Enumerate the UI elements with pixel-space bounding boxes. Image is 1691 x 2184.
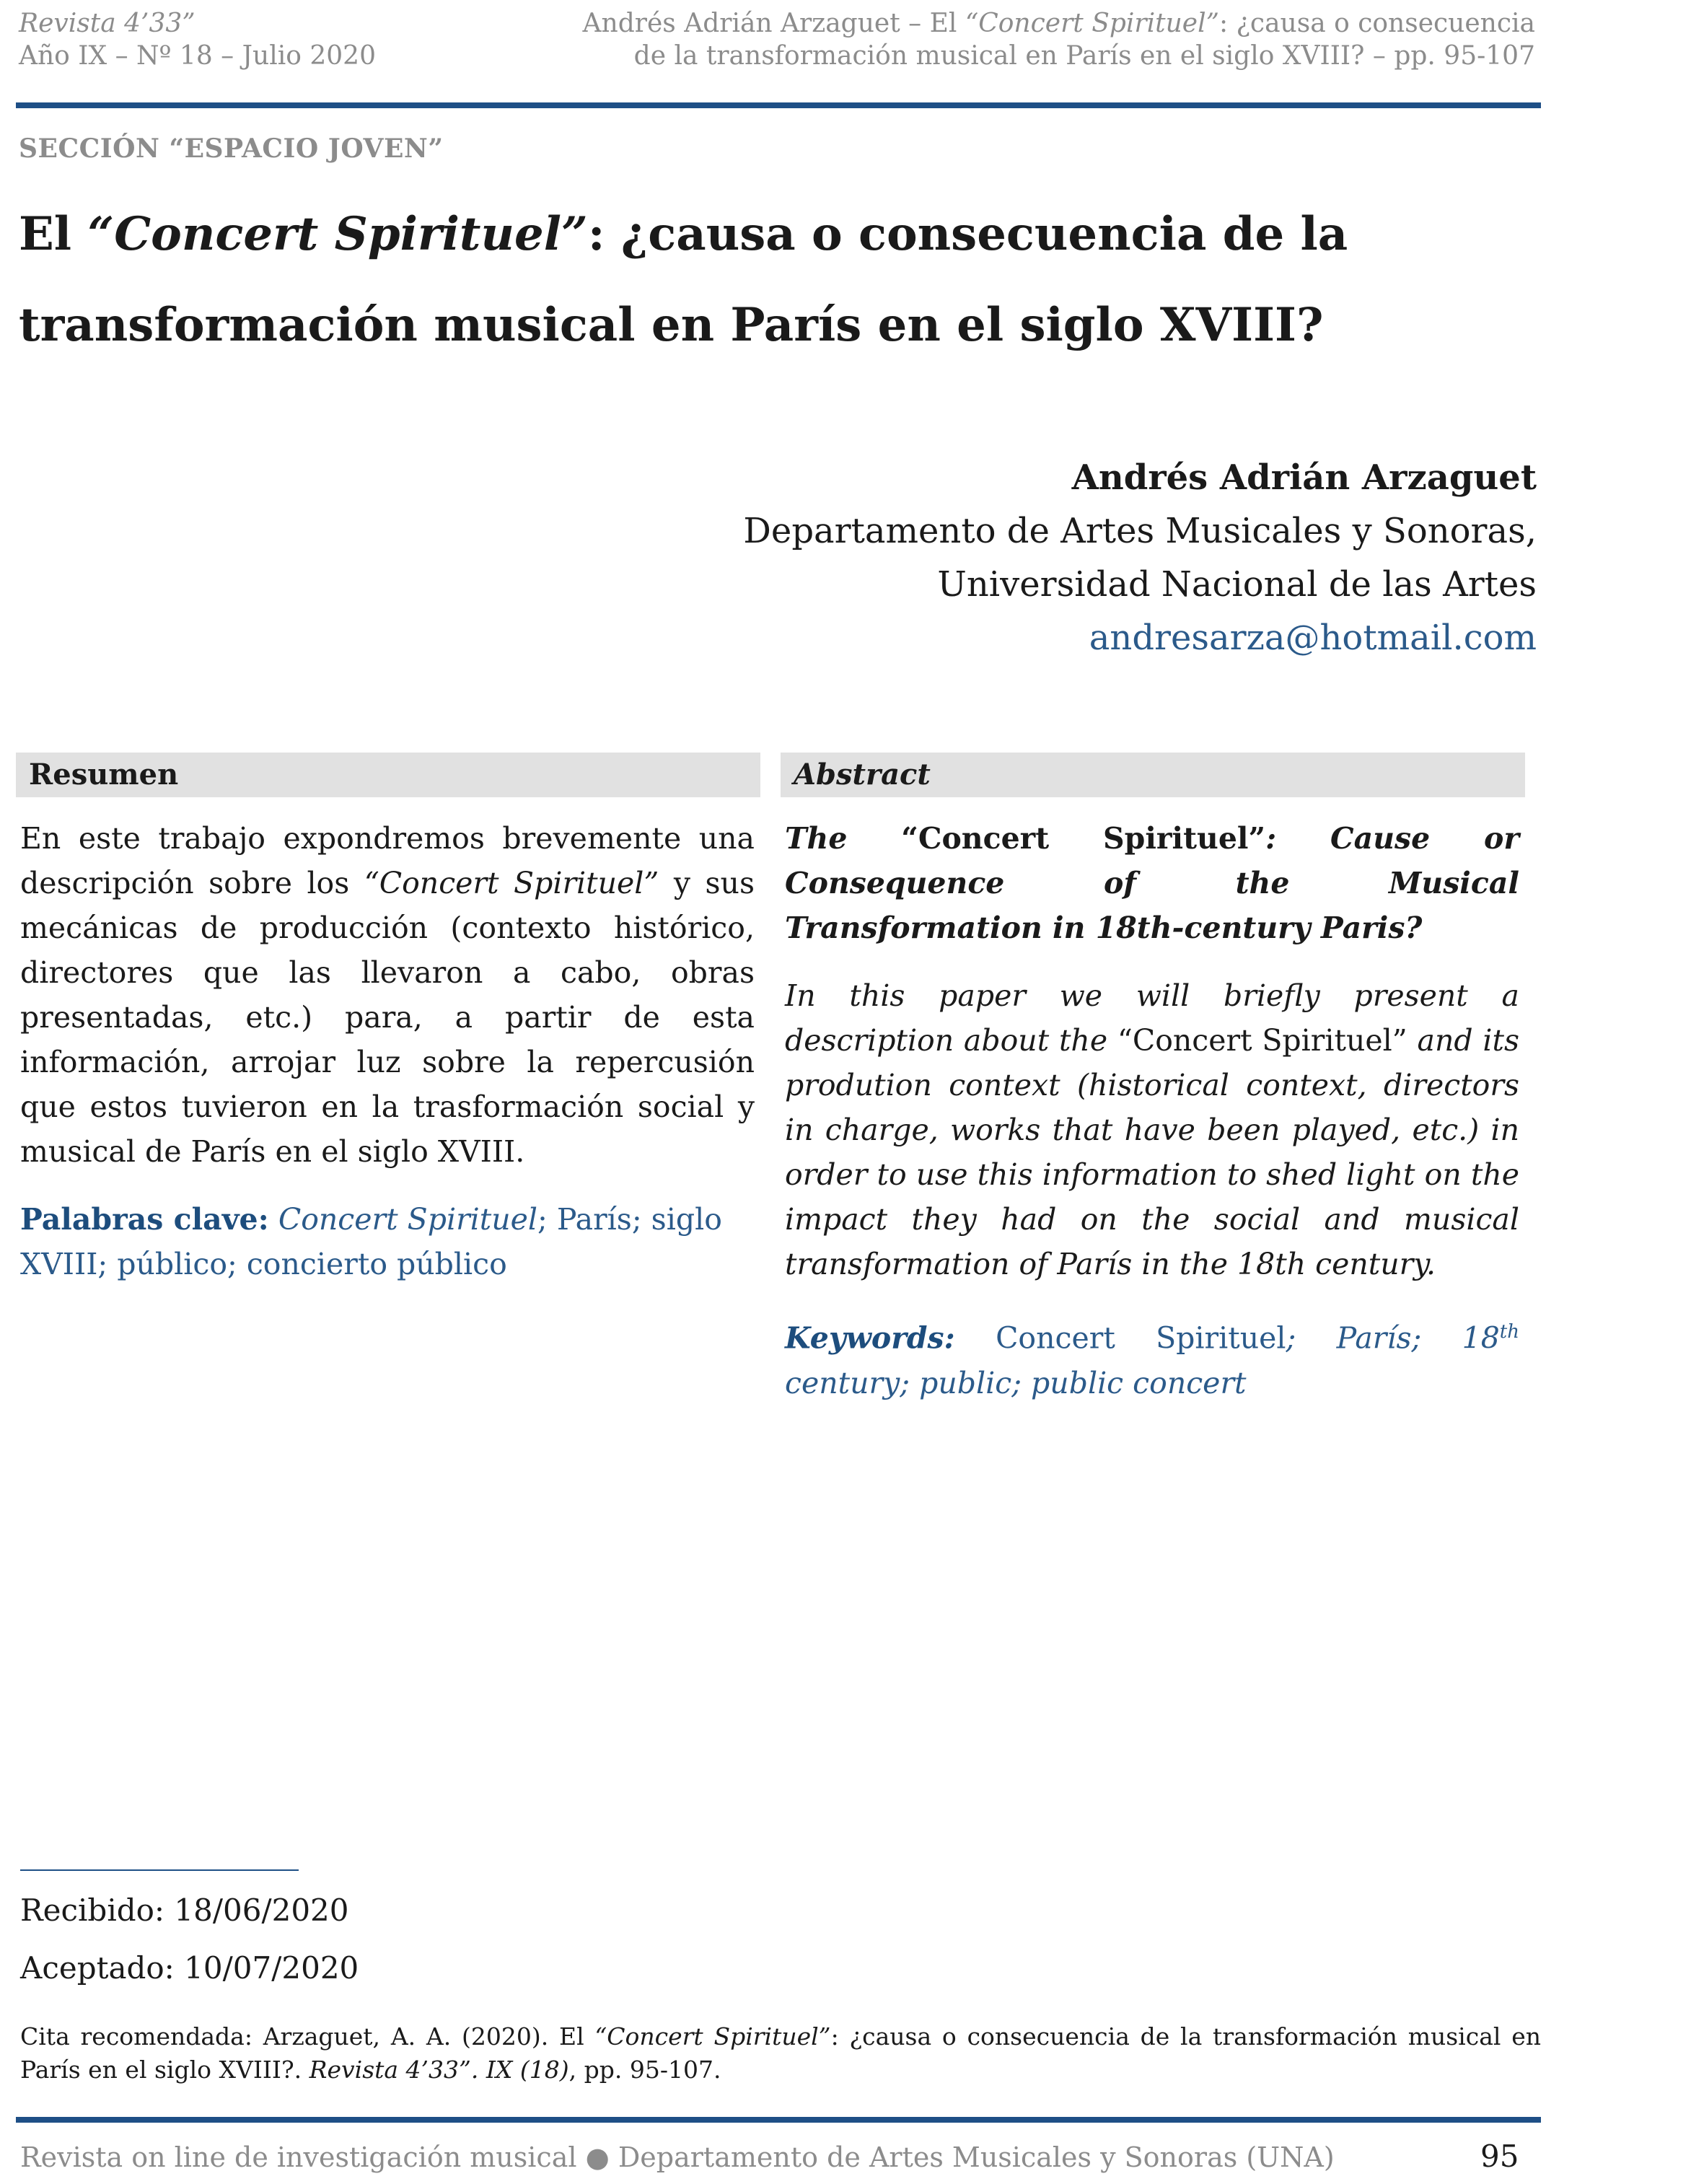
resumen-body-post: y sus mecánicas de producción (contexto histórico, directores que las llevaron a cabo, obras presentadas, etc.) para, a partir de esta información, arrojar luz sobre la repercusión que estos tuvieron en la trasformación social y musical de París en el siglo XVIII. <box>20 866 755 1169</box>
recommended-citation <box>20 2020 1541 2087</box>
title-prefix: El <box>19 207 88 261</box>
keywords-en-part1: ; París; 18 <box>1286 1320 1500 1356</box>
resumen-heading: Resumen <box>16 753 760 797</box>
footnote-separator <box>20 1869 299 1871</box>
abstract-heading: Abstract <box>781 753 1525 797</box>
resumen-keywords <box>20 1197 755 1286</box>
resumen-body <box>20 816 755 1174</box>
citation-pre: Cita recomendada: Arzaguet, A. A. (2020). El <box>20 2022 595 2051</box>
keywords-list: ; París; siglo XVIII; público; concierto público <box>20 1202 722 1281</box>
running-header-left <box>19 7 376 72</box>
journal-name: Revista 4’33” <box>19 9 196 38</box>
running-title-author: Andrés Adrián Arzaguet – El <box>582 9 965 38</box>
keywords-en-part2: century; public; public concert <box>785 1365 1247 1400</box>
keywords-en-plain: Concert Spirituel <box>996 1320 1286 1356</box>
running-title-emphasis: “Concert Spirituel” <box>965 9 1220 38</box>
keywords-label: Palabras clave: <box>20 1202 269 1237</box>
citation-mid: : ¿causa o consecuencia de la transformación musical en París en el siglo XVIII?. <box>20 2022 1541 2084</box>
citation-emphasis: “Concert Spirituel” <box>594 2022 831 2051</box>
title-emphasis: “Concert Spirituel” <box>87 207 588 261</box>
footer-text: Revista on line de investigación musical ● Departamento de Artes Musicales y Sonoras (UNA) <box>20 2141 1335 2173</box>
abstract-body-post: and its prodution context (historical context, directors in charge, works that have been played, etc.) in order to use this information to shed light on the impact they had on the social and musical transformation of París in the 18th century. <box>785 1023 1519 1281</box>
affiliation-line1: Departamento de Artes Musicales y Sonoras, <box>743 511 1537 551</box>
running-title-rest: : ¿causa o consecuencia <box>1219 9 1535 38</box>
abstract-title-post: : Cause or Consequence of the Musical Transformation in 18th-century Paris? <box>785 821 1519 945</box>
abstract-keywords <box>785 1310 1519 1405</box>
keywords-emphasis: Concert Spirituel <box>278 1202 538 1237</box>
header-rule <box>16 102 1541 108</box>
title-line2: transformación musical en París en el siglo XVIII? <box>19 298 1324 352</box>
article-title <box>19 189 1389 371</box>
author-block <box>743 451 1537 665</box>
title-line1 <box>19 189 1389 280</box>
keywords-label-en: Keywords: <box>785 1320 955 1356</box>
title-rest: : ¿causa o consecuencia de la <box>587 207 1348 261</box>
received-date: Recibido: 18/06/2020 <box>20 1893 349 1928</box>
resumen-body-emphasis: “Concert Spirituel” <box>364 866 659 900</box>
abstract-column <box>785 816 1519 1405</box>
abstract-title-plain: “Concert Spirituel” <box>901 821 1266 856</box>
running-header-right <box>583 7 1535 72</box>
abstract-body <box>785 973 1519 1286</box>
section-label: SECCIÓN “ESPACIO JOVEN” <box>19 133 444 164</box>
issue-info: Año IX – Nº 18 – Julio 2020 <box>19 41 376 71</box>
citation-pages: , pp. 95-107. <box>568 2056 721 2084</box>
citation-journal: Revista 4’33”. IX (18) <box>309 2056 569 2084</box>
page-number: 95 <box>1480 2139 1519 2174</box>
abstract-title-pre: The <box>785 821 902 856</box>
running-title-line2: de la transformación musical en París en el siglo XVIII? – pp. 95-107 <box>633 41 1535 71</box>
resumen-column <box>20 816 755 1286</box>
abstract-body-pre: In this paper we will briefly present a description about the <box>785 978 1519 1058</box>
accepted-date: Aceptado: 10/07/2020 <box>20 1950 359 1986</box>
author-name: Andrés Adrián Arzaguet <box>1071 457 1537 498</box>
affiliation-line2: Universidad Nacional de las Artes <box>937 564 1537 605</box>
author-email-link[interactable]: andresarza@hotmail.com <box>1089 618 1537 658</box>
abstract-body-plain: “Concert Spirituel” <box>1117 1023 1407 1058</box>
running-title-line1 <box>583 7 1535 40</box>
footer-rule <box>16 2117 1541 2123</box>
resumen-body-pre: En este trabajo expondremos brevemente una descripción sobre los <box>20 821 755 900</box>
keywords-en-superscript: th <box>1499 1321 1519 1343</box>
abstract-title <box>785 816 1519 950</box>
